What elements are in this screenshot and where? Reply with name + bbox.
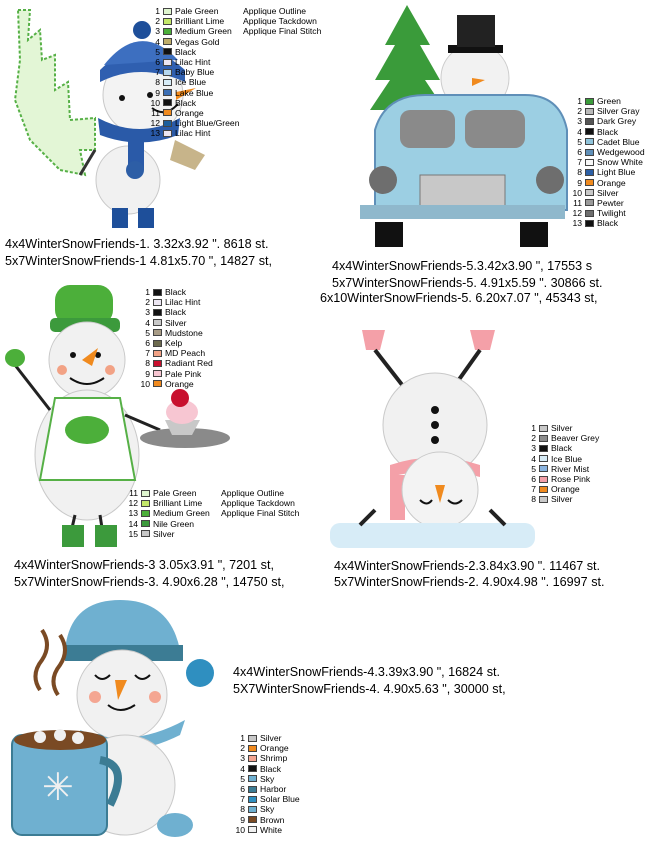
legend-number: 1	[577, 96, 582, 106]
legend-row	[140, 369, 213, 379]
legend-thread-name: Silver Gray	[597, 106, 640, 117]
legend-thread-name: Orange	[260, 743, 289, 754]
legend-thread-name: Black	[551, 443, 573, 454]
legend-color-swatch	[248, 765, 257, 772]
legend-color-swatch	[163, 48, 172, 55]
legend-row	[235, 743, 300, 753]
legend-color-swatch	[248, 745, 257, 752]
legend-number: 8	[145, 358, 150, 369]
legend-thread-name: Orange	[165, 378, 194, 389]
legend-color-swatch	[585, 220, 594, 227]
legend-number: 14	[128, 518, 138, 529]
legend-thread-name: Black	[165, 307, 187, 318]
legend-thread-name: Harbor	[260, 783, 287, 794]
legend-row	[150, 47, 321, 57]
legend-row	[526, 423, 599, 433]
legend-thread-name: Shrimp	[260, 753, 288, 764]
design-1-caption-1: 4x4WinterSnowFriends-1. 3.32x3.92 ". 8618 st.	[5, 237, 269, 251]
legend-applique-step: Applique Final Stitch	[243, 26, 322, 37]
legend-thread-name: Black	[597, 218, 619, 229]
legend-number: 9	[240, 814, 245, 825]
legend-thread-name: Twilight	[597, 208, 626, 219]
legend-color-swatch	[163, 89, 172, 96]
legend-row	[150, 16, 321, 26]
legend-color-swatch	[585, 149, 594, 156]
legend-color-swatch	[539, 476, 548, 483]
legend-color-swatch	[539, 486, 548, 493]
legend-number: 7	[240, 794, 245, 805]
legend-color-swatch	[163, 120, 172, 127]
legend-color-swatch	[248, 806, 257, 813]
legend-color-swatch	[141, 510, 150, 517]
legend-number: 4	[577, 126, 582, 137]
legend-row	[140, 287, 213, 297]
legend-color-swatch	[141, 530, 150, 537]
legend-row	[235, 794, 300, 804]
legend-thread-name: Black	[260, 763, 282, 774]
legend-row	[572, 208, 645, 218]
legend-thread-name: Black	[165, 287, 187, 297]
legend-color-swatch	[153, 329, 162, 336]
legend-color-swatch	[248, 816, 257, 823]
legend-thread-name: Cadet Blue	[597, 136, 640, 147]
legend-color-swatch	[153, 309, 162, 316]
legend-color-swatch	[539, 496, 548, 503]
legend-number: 5	[155, 46, 160, 57]
legend-row	[140, 297, 213, 307]
legend-thread-name: Medium Green	[175, 26, 232, 37]
legend-row	[572, 137, 645, 147]
legend-row	[235, 764, 300, 774]
legend-number: 8	[155, 77, 160, 88]
legend-thread-name: Wedgewood	[597, 146, 645, 157]
legend-color-swatch	[141, 500, 150, 507]
legend-thread-name: Beaver Grey	[551, 433, 600, 444]
legend-number: 2	[577, 106, 582, 117]
legend-color-swatch	[585, 179, 594, 186]
legend-thread-name: Orange	[175, 107, 204, 118]
legend-row	[128, 508, 299, 518]
legend-thread-name: Silver	[260, 733, 282, 743]
legend-color-swatch	[585, 138, 594, 145]
legend-number: 6	[577, 146, 582, 157]
legend-number: 5	[240, 773, 245, 784]
legend-number: 1	[531, 423, 536, 433]
legend-thread-name: Medium Green	[153, 508, 210, 519]
legend-thread-name: Silver	[165, 317, 187, 328]
legend-number: 11	[129, 488, 138, 498]
design-5-snowman-car-image	[345, 0, 575, 255]
legend-row	[150, 128, 321, 138]
legend-row	[140, 358, 213, 368]
legend-thread-name: Orange	[597, 177, 626, 188]
legend-color-swatch	[585, 199, 594, 206]
design-2-color-legend	[526, 423, 599, 505]
legend-number: 2	[145, 297, 150, 308]
legend-row	[235, 733, 300, 743]
legend-row	[572, 157, 645, 167]
legend-number: 5	[577, 136, 582, 147]
legend-color-swatch	[163, 38, 172, 45]
legend-number: 10	[140, 378, 150, 389]
legend-row	[572, 178, 645, 188]
legend-number: 4	[240, 763, 245, 774]
legend-color-swatch	[539, 465, 548, 472]
legend-number: 5	[145, 327, 150, 338]
legend-color-swatch	[585, 108, 594, 115]
legend-row	[150, 67, 321, 77]
legend-number: 7	[155, 67, 160, 78]
legend-row	[572, 167, 645, 177]
legend-thread-name: Orange	[551, 484, 580, 495]
legend-row	[128, 529, 299, 539]
legend-thread-name: Sky	[260, 773, 275, 784]
legend-color-swatch	[163, 18, 172, 25]
legend-thread-name: Nile Green	[153, 518, 195, 529]
design-1-caption-2: 5x7WinterSnowFriends-1 4.81x5.70 ", 14827 st,	[5, 254, 272, 268]
legend-color-swatch	[153, 340, 162, 347]
legend-row	[572, 198, 645, 208]
legend-thread-name: Black	[597, 126, 619, 137]
legend-applique-step: Applique Outline	[221, 488, 285, 498]
legend-number: 10	[572, 187, 582, 198]
legend-color-swatch	[248, 796, 257, 803]
legend-thread-name: Lilac Hint	[175, 128, 211, 139]
legend-row	[235, 804, 300, 814]
legend-applique-step: Applique Outline	[243, 6, 307, 16]
legend-number: 10	[150, 97, 160, 108]
legend-thread-name: Lake Blue	[175, 87, 214, 98]
legend-color-swatch	[141, 520, 150, 527]
legend-thread-name: Rose Pink	[551, 473, 591, 484]
legend-color-swatch	[153, 370, 162, 377]
legend-row	[526, 433, 599, 443]
legend-row	[140, 328, 213, 338]
legend-thread-name: Mudstone	[165, 327, 203, 338]
legend-row	[235, 774, 300, 784]
legend-thread-name: Black	[175, 46, 197, 57]
legend-row	[140, 379, 213, 389]
legend-thread-name: Green	[597, 96, 621, 106]
legend-number: 4	[145, 317, 150, 328]
legend-number: 9	[577, 177, 582, 188]
legend-thread-name: Light Blue	[597, 167, 636, 178]
legend-number: 1	[145, 287, 150, 297]
design-5-caption-2: 5x7WinterSnowFriends-5. 4.91x5.59 ". 30866 st.	[332, 276, 603, 290]
legend-color-swatch	[539, 435, 548, 442]
design-4-color-legend	[235, 733, 300, 835]
legend-thread-name: Brilliant Lime	[153, 498, 203, 509]
legend-applique-step: Applique Final Stitch	[221, 508, 300, 519]
legend-color-swatch	[153, 350, 162, 357]
legend-number: 4	[531, 453, 536, 464]
legend-thread-name: Brilliant Lime	[175, 16, 225, 27]
legend-color-swatch	[163, 28, 172, 35]
legend-row	[526, 464, 599, 474]
legend-thread-name: Solar Blue	[260, 794, 300, 805]
legend-row	[526, 494, 599, 504]
legend-thread-name: Dark Grey	[597, 116, 637, 127]
legend-color-swatch	[539, 445, 548, 452]
legend-color-swatch	[163, 79, 172, 86]
legend-thread-name: Radiant Red	[165, 358, 213, 369]
legend-row	[150, 26, 321, 36]
legend-color-swatch	[153, 360, 162, 367]
legend-number: 2	[531, 433, 536, 444]
legend-row	[128, 498, 299, 508]
legend-color-swatch	[163, 59, 172, 66]
svg-text:✳: ✳	[42, 765, 74, 809]
legend-color-swatch	[248, 775, 257, 782]
legend-number: 1	[240, 733, 245, 743]
design-3-color-legend-top	[140, 287, 213, 389]
legend-row	[140, 307, 213, 317]
legend-thread-name: Pale Pink	[165, 368, 202, 379]
legend-color-swatch	[248, 755, 257, 762]
legend-number: 3	[145, 307, 150, 318]
legend-number: 1	[155, 6, 160, 16]
legend-number: 10	[235, 824, 245, 835]
legend-row	[150, 88, 321, 98]
design-1-color-legend	[150, 6, 321, 138]
legend-thread-name: White	[260, 824, 282, 835]
design-4-caption-2: 5X7WinterSnowFriends-4. 4.90x5.63 ", 30000 st,	[233, 682, 506, 696]
legend-row	[150, 98, 321, 108]
legend-number: 13	[128, 508, 138, 519]
legend-number: 3	[577, 116, 582, 127]
design-2-upside-down-snowman-image	[330, 325, 535, 550]
legend-thread-name: Baby Blue	[175, 67, 215, 78]
legend-thread-name: Silver	[153, 528, 175, 539]
legend-number: 7	[145, 348, 150, 359]
legend-color-swatch	[539, 455, 548, 462]
design-5-caption-1: 4x4WinterSnowFriends-5.3.42x3.90 ", 17553 s	[332, 259, 592, 273]
legend-thread-name: Vegas Gold	[175, 36, 220, 47]
legend-row	[572, 106, 645, 116]
legend-color-swatch	[585, 210, 594, 217]
legend-row	[526, 474, 599, 484]
legend-thread-name: Kelp	[165, 337, 183, 348]
legend-number: 12	[572, 208, 582, 219]
legend-row	[526, 454, 599, 464]
legend-thread-name: Pale Green	[175, 6, 219, 16]
legend-number: 13	[572, 218, 582, 229]
legend-thread-name: Sky	[260, 804, 275, 815]
design-4-snowman-cocoa-image	[0, 595, 222, 845]
legend-thread-name: Brown	[260, 814, 285, 825]
legend-color-swatch	[585, 189, 594, 196]
legend-row	[150, 108, 321, 118]
legend-color-swatch	[585, 169, 594, 176]
legend-row	[572, 147, 645, 157]
legend-row	[150, 57, 321, 67]
legend-number: 7	[531, 484, 536, 495]
legend-color-swatch	[585, 118, 594, 125]
legend-color-swatch	[153, 299, 162, 306]
legend-color-swatch	[163, 8, 172, 15]
legend-number: 6	[145, 337, 150, 348]
legend-thread-name: Ice Blue	[551, 453, 583, 464]
legend-number: 15	[128, 528, 138, 539]
legend-number: 11	[151, 107, 160, 118]
legend-thread-name: Silver	[551, 423, 573, 433]
legend-number: 6	[531, 473, 536, 484]
legend-color-swatch	[585, 159, 594, 166]
legend-row	[140, 318, 213, 328]
legend-color-swatch	[248, 735, 257, 742]
legend-row	[140, 338, 213, 348]
legend-row	[150, 77, 321, 87]
design-2-caption-1: 4x4WinterSnowFriends-2.3.84x3.90 ". 11467 st.	[334, 559, 601, 573]
legend-number: 3	[531, 443, 536, 454]
legend-applique-step: Applique Tackdown	[243, 16, 317, 27]
legend-number: 5	[531, 463, 536, 474]
legend-number: 9	[145, 368, 150, 379]
design-3-caption-1: 4x4WinterSnowFriends-3 3.05x3.91 ", 7201 st,	[14, 558, 274, 572]
legend-row	[235, 784, 300, 794]
legend-color-swatch	[153, 289, 162, 296]
legend-row	[572, 218, 645, 228]
legend-thread-name: MD Peach	[165, 348, 206, 359]
legend-number: 8	[240, 804, 245, 815]
legend-color-swatch	[163, 99, 172, 106]
legend-thread-name: River Mist	[551, 463, 590, 474]
legend-row	[150, 6, 321, 16]
legend-color-swatch	[539, 425, 548, 432]
legend-row	[235, 753, 300, 763]
legend-number: 4	[155, 36, 160, 47]
legend-thread-name: Ice Blue	[175, 77, 207, 88]
legend-row	[128, 519, 299, 529]
legend-thread-name: Lilac Hint	[165, 297, 201, 308]
design-5-color-legend	[572, 96, 645, 228]
legend-thread-name: Light Blue/Green	[175, 118, 240, 129]
legend-color-swatch	[585, 98, 594, 105]
legend-number: 12	[128, 498, 138, 509]
legend-row	[128, 488, 299, 498]
design-5-caption-3: 6x10WinterSnowFriends-5. 6.20x7.07 ", 45343 st,	[320, 291, 598, 305]
legend-color-swatch	[153, 380, 162, 387]
legend-number: 3	[240, 753, 245, 764]
legend-thread-name: Snow White	[597, 157, 643, 168]
legend-number: 7	[577, 157, 582, 168]
legend-row	[526, 484, 599, 494]
legend-thread-name: Pale Green	[153, 488, 197, 498]
legend-number: 2	[240, 743, 245, 754]
legend-row	[572, 188, 645, 198]
design-3-caption-2: 5x7WinterSnowFriends-3. 4.90x6.28 ", 14750 st,	[14, 575, 285, 589]
legend-row	[572, 96, 645, 106]
legend-number: 11	[573, 197, 582, 208]
legend-color-swatch	[248, 826, 257, 833]
legend-color-swatch	[153, 319, 162, 326]
legend-row	[140, 348, 213, 358]
legend-thread-name: Pewter	[597, 197, 624, 208]
legend-thread-name: Silver	[597, 187, 619, 198]
legend-number: 8	[531, 494, 536, 505]
legend-thread-name: Lilac Hint	[175, 56, 211, 67]
legend-thread-name: Black	[175, 97, 197, 108]
legend-number: 6	[240, 783, 245, 794]
legend-row	[526, 443, 599, 453]
design-2-caption-2: 5x7WinterSnowFriends-2. 4.90x4.98 ". 16997 st.	[334, 575, 605, 589]
legend-row	[150, 37, 321, 47]
legend-color-swatch	[248, 786, 257, 793]
legend-color-swatch	[585, 128, 594, 135]
legend-color-swatch	[141, 490, 150, 497]
legend-row	[235, 815, 300, 825]
legend-row	[235, 825, 300, 835]
legend-number: 12	[150, 118, 160, 129]
legend-number: 6	[155, 56, 160, 67]
design-4-caption-1: 4x4WinterSnowFriends-4.3.39x3.90 ", 16824 st.	[233, 665, 500, 679]
legend-number: 9	[155, 87, 160, 98]
design-3-color-legend-bottom	[128, 488, 299, 539]
legend-color-swatch	[163, 69, 172, 76]
legend-row	[572, 116, 645, 126]
legend-number: 3	[155, 26, 160, 37]
legend-row	[150, 118, 321, 128]
legend-applique-step: Applique Tackdown	[221, 498, 295, 509]
legend-thread-name: Silver	[551, 494, 573, 505]
legend-number: 13	[150, 128, 160, 139]
legend-color-swatch	[163, 109, 172, 116]
legend-number: 8	[577, 167, 582, 178]
legend-row	[572, 127, 645, 137]
legend-number: 2	[155, 16, 160, 27]
legend-color-swatch	[163, 130, 172, 137]
